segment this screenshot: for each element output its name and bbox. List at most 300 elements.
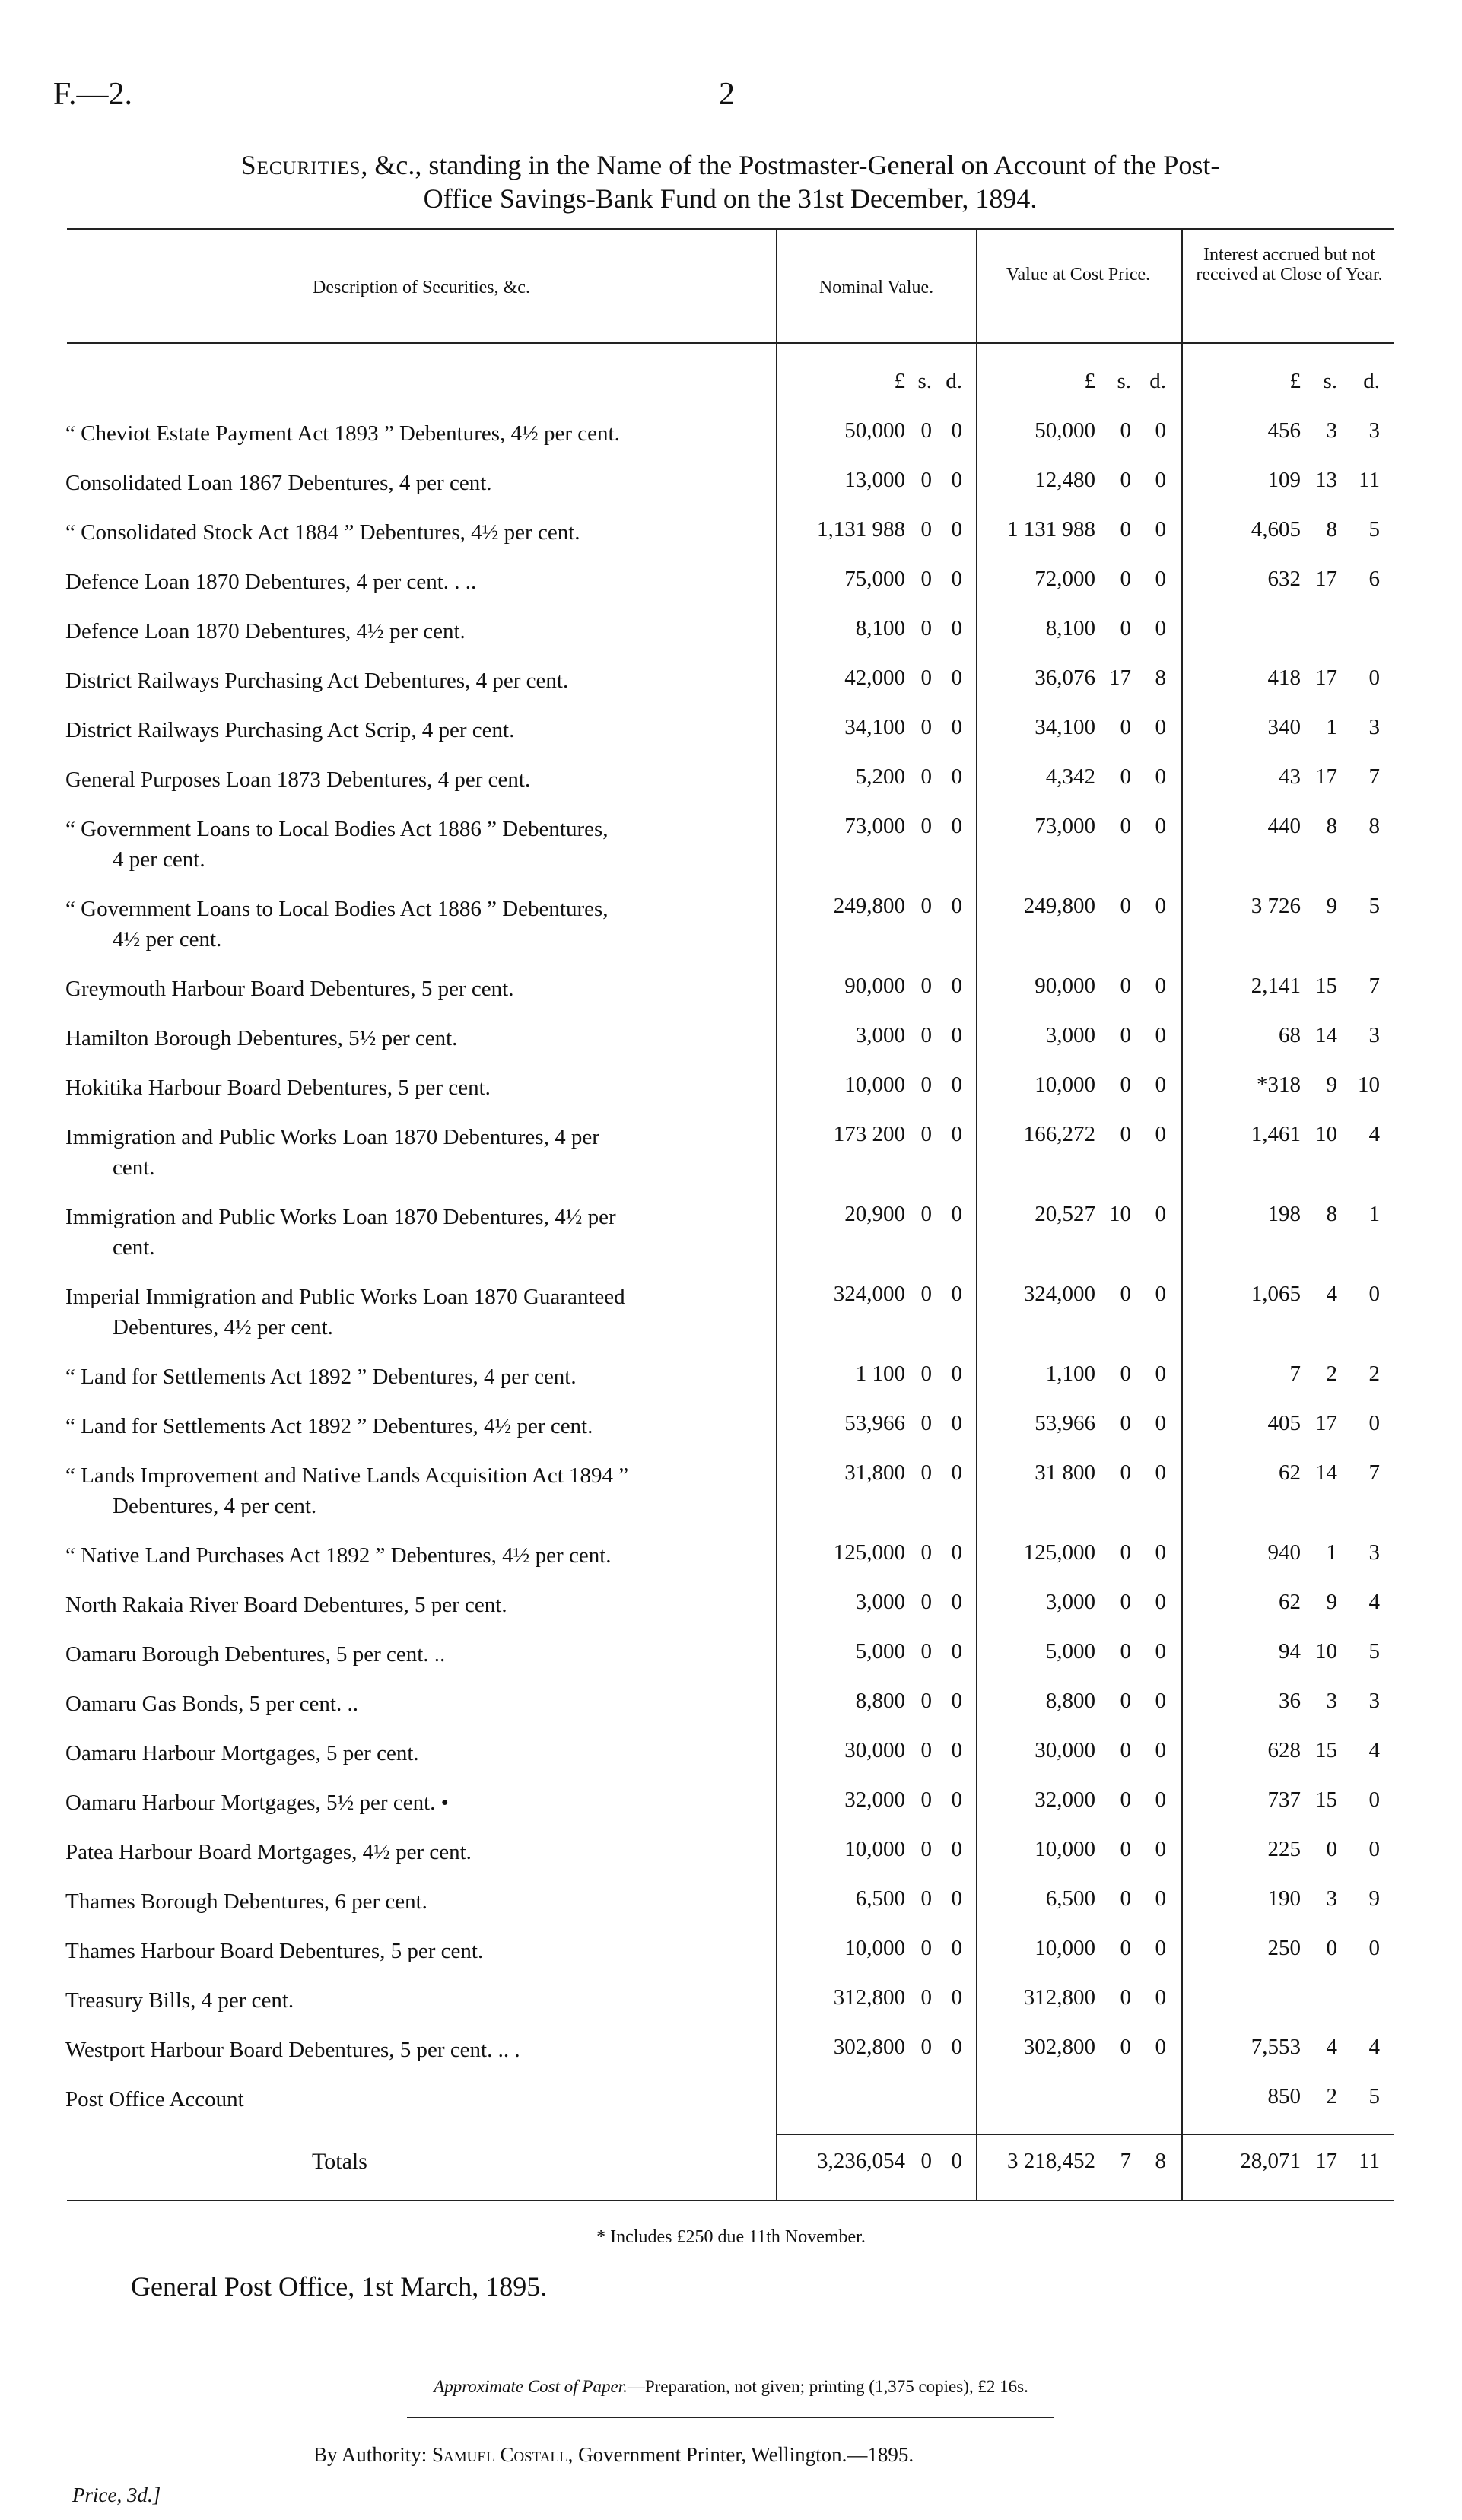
- interest-pounds: 418: [1267, 666, 1301, 690]
- interest-shillings: 14: [1315, 1460, 1337, 1485]
- description-line: “ Native Land Purchases Act 1892 ” Debentures, 4½ per cent.: [65, 1543, 612, 1568]
- nominal-pounds: 1,131 988: [817, 517, 905, 542]
- security-description: [65, 1639, 773, 1670]
- cost-shillings: 0: [1120, 1886, 1131, 1911]
- cost-pence: 0: [1155, 468, 1166, 492]
- cost-pounds: 20,527: [1035, 1202, 1095, 1226]
- interest-pounds: 7,553: [1251, 2035, 1301, 2059]
- nominal-shillings: 0: [920, 764, 932, 789]
- nominal-pence: 0: [951, 1460, 962, 1485]
- table-row: [0, 966, 1462, 1015]
- nominal-shillings: 0: [920, 814, 932, 838]
- description-line: Immigration and Public Works Loan 1870 Debentures, 4½ per: [65, 1205, 616, 1229]
- interest-pence: 4: [1368, 1738, 1380, 1762]
- totals-row: [0, 2141, 1462, 2190]
- table-row: [0, 1114, 1462, 1180]
- interest-pence: 6: [1368, 567, 1380, 591]
- cost-pounds: 36,076: [1035, 666, 1095, 690]
- nominal-pence: 0: [951, 1122, 962, 1146]
- table-row: [0, 658, 1462, 707]
- nominal-pence: 0: [951, 666, 962, 690]
- description-line: District Railways Purchasing Act Scrip, 4 per cent.: [65, 718, 515, 742]
- cost-shillings: 0: [1120, 1639, 1131, 1664]
- unit-shillings: s.: [1323, 369, 1337, 393]
- table-row: [0, 806, 1462, 872]
- nominal-pounds: 312,800: [833, 1985, 905, 2010]
- cost-shillings: 0: [1120, 1837, 1131, 1861]
- totals-label: Totals: [312, 2149, 367, 2174]
- nominal-shillings: 0: [920, 974, 932, 998]
- nominal-pence: 0: [951, 974, 962, 998]
- cost-pence: 0: [1155, 1837, 1166, 1861]
- unit-shillings: s.: [1117, 369, 1131, 393]
- nominal-shillings: 0: [920, 517, 932, 542]
- nominal-pence: 0: [951, 1073, 962, 1097]
- price: Price, 3d.]: [72, 2483, 161, 2506]
- interest-shillings: 15: [1315, 1738, 1337, 1762]
- nominal-pounds: 173 200: [833, 1122, 905, 1146]
- cost-pence: 0: [1155, 1689, 1166, 1713]
- nominal-pounds: 5,200: [855, 764, 905, 789]
- security-description: [65, 616, 773, 647]
- nominal-pence: 0: [951, 2035, 962, 2059]
- interest-shillings: 2: [1326, 1362, 1337, 1386]
- interest-shillings: 17: [1315, 567, 1337, 591]
- totals-rule: [776, 2134, 1394, 2135]
- interest-pounds: 632: [1267, 567, 1301, 591]
- description-line: North Rakaia River Board Debentures, 5 per cent.: [65, 1593, 507, 1617]
- security-description: [65, 1540, 773, 1571]
- interest-pence: 0: [1368, 1837, 1380, 1861]
- cost-pence: 0: [1155, 814, 1166, 838]
- interest-pounds: 405: [1267, 1411, 1301, 1435]
- unit-pence: d.: [1363, 369, 1380, 393]
- cost-pounds: 10,000: [1035, 1837, 1095, 1861]
- nominal-pounds: 20,900: [844, 1202, 905, 1226]
- cost-pence: 0: [1155, 418, 1166, 443]
- nominal-pounds: 8,100: [855, 616, 905, 640]
- interest-pounds: 4,605: [1251, 517, 1301, 542]
- nominal-pence: 0: [951, 616, 962, 640]
- cost-shillings: 0: [1120, 1460, 1131, 1485]
- description-continuation: 4 per cent.: [113, 847, 205, 872]
- interest-pounds: 94: [1279, 1639, 1301, 1664]
- description-line: “ Land for Settlements Act 1892 ” Debentures, 4½ per cent.: [65, 1414, 593, 1438]
- nominal-pounds: 10,000: [844, 1936, 905, 1960]
- nominal-shillings: 0: [920, 666, 932, 690]
- nominal-pence: 0: [951, 1936, 962, 1960]
- cost-shillings: 0: [1120, 1689, 1131, 1713]
- cost-pounds: 3,000: [1045, 1023, 1095, 1047]
- interest-shillings: 3: [1326, 418, 1337, 443]
- interest-shillings: 0: [1326, 1936, 1337, 1960]
- description-line: Consolidated Loan 1867 Debentures, 4 per cent.: [65, 471, 492, 495]
- interest-pence: 3: [1368, 1689, 1380, 1713]
- nominal-shillings: 0: [920, 1023, 932, 1047]
- nominal-pounds: 34,100: [844, 715, 905, 739]
- cost-shillings: 0: [1120, 1073, 1131, 1097]
- nominal-shillings: 0: [920, 1460, 932, 1485]
- interest-shillings: 17: [1315, 666, 1337, 690]
- description-line: Defence Loan 1870 Debentures, 4½ per cent.: [65, 619, 466, 644]
- unit-pounds: £: [894, 369, 905, 393]
- security-description: [65, 974, 773, 1004]
- cost-shillings: 0: [1120, 1590, 1131, 1614]
- interest-pounds: 440: [1267, 814, 1301, 838]
- table-row: [0, 1274, 1462, 1339]
- cost-shillings: 0: [1120, 974, 1131, 998]
- cost-pence: 0: [1155, 1886, 1166, 1911]
- cost-pence: 0: [1155, 764, 1166, 789]
- totals-interest-shillings: 17: [1315, 2149, 1337, 2173]
- description-line: Patea Harbour Board Mortgages, 4½ per cent.: [65, 1840, 472, 1864]
- cost-pounds: 53,966: [1035, 1411, 1095, 1435]
- cost-pounds: 249,800: [1023, 894, 1095, 918]
- security-description: [65, 1202, 773, 1263]
- interest-pence: 0: [1368, 1282, 1380, 1306]
- cost-pounds: 6,500: [1045, 1886, 1095, 1911]
- table-row: [0, 1978, 1462, 2026]
- interest-pence: 7: [1368, 974, 1380, 998]
- cost-pounds: 166,272: [1023, 1122, 1095, 1146]
- description-line: “ Government Loans to Local Bodies Act 1886 ” Debentures,: [65, 897, 609, 921]
- security-description: [65, 1985, 773, 2016]
- table-bottom-rule: [67, 2200, 1394, 2201]
- security-description: [65, 814, 773, 875]
- interest-shillings: 10: [1315, 1639, 1337, 1664]
- description-line: Oamaru Borough Debentures, 5 per cent. ..: [65, 1642, 446, 1667]
- interest-pence: 0: [1368, 666, 1380, 690]
- cost-shillings: 0: [1120, 764, 1131, 789]
- nominal-shillings: 0: [920, 1689, 932, 1713]
- interest-shillings: 17: [1315, 1411, 1337, 1435]
- nominal-pounds: 75,000: [844, 567, 905, 591]
- printer-name: Samuel Costall: [432, 2443, 568, 2466]
- security-description: [65, 567, 773, 597]
- authority-line: [313, 2443, 914, 2467]
- totals-interest-pence: 11: [1359, 2149, 1380, 2173]
- security-description: [65, 1362, 773, 1392]
- cost-shillings: 10: [1109, 1202, 1131, 1226]
- nominal-pounds: 32,000: [844, 1788, 905, 1812]
- nominal-pounds: 6,500: [855, 1886, 905, 1911]
- nominal-pence: 0: [951, 1362, 962, 1386]
- nominal-pounds: 324,000: [833, 1282, 905, 1306]
- nominal-pence: 0: [951, 1202, 962, 1226]
- description-line: “ Cheviot Estate Payment Act 1893 ” Debentures, 4½ per cent.: [65, 421, 620, 446]
- cost-pounds: 73,000: [1035, 814, 1095, 838]
- cost-shillings: 0: [1120, 1936, 1131, 1960]
- security-description: [65, 764, 773, 795]
- interest-pounds: 456: [1267, 418, 1301, 443]
- security-description: [65, 1411, 773, 1441]
- interest-shillings: 1: [1326, 715, 1337, 739]
- place-date: General Post Office, 1st March, 1895.: [131, 2271, 548, 2302]
- nominal-pence: 0: [951, 894, 962, 918]
- table-row: [0, 886, 1462, 952]
- security-description: [65, 666, 773, 696]
- totals-cost-pence: 8: [1155, 2149, 1166, 2173]
- interest-pounds: 62: [1279, 1460, 1301, 1485]
- cost-pence: 0: [1155, 1936, 1166, 1960]
- nominal-pence: 0: [951, 1886, 962, 1911]
- nominal-pence: 0: [951, 1590, 962, 1614]
- interest-pence: 3: [1368, 1023, 1380, 1047]
- cost-pence: 0: [1155, 2035, 1166, 2059]
- nominal-pounds: 10,000: [844, 1837, 905, 1861]
- cost-pounds: 90,000: [1035, 974, 1095, 998]
- totals-cost-pounds: 3 218,452: [1007, 2149, 1095, 2173]
- unit-pounds: £: [1289, 369, 1301, 393]
- interest-pounds: 340: [1267, 715, 1301, 739]
- cost-shillings: 0: [1120, 1788, 1131, 1812]
- table-row: [0, 1403, 1462, 1452]
- cost-pounds: 10,000: [1035, 1073, 1095, 1097]
- interest-shillings: 3: [1326, 1689, 1337, 1713]
- interest-pence: 0: [1368, 1411, 1380, 1435]
- security-description: [65, 2084, 773, 2115]
- table-row: [0, 2027, 1462, 2076]
- unit-pence: d.: [946, 369, 962, 393]
- header-nominal-value: Nominal Value.: [818, 278, 934, 297]
- cost-pounds: 324,000: [1023, 1282, 1095, 1306]
- interest-pence: 7: [1368, 1460, 1380, 1485]
- title-lead: Securities: [240, 150, 361, 180]
- nominal-pounds: 3,000: [855, 1023, 905, 1047]
- interest-pounds: 190: [1267, 1886, 1301, 1911]
- table-row: [0, 1453, 1462, 1518]
- cost-shillings: 0: [1120, 567, 1131, 591]
- description-line: “ Land for Settlements Act 1892 ” Debentures, 4 per cent.: [65, 1365, 577, 1389]
- nominal-shillings: 0: [920, 567, 932, 591]
- table-row: [0, 510, 1462, 558]
- nominal-pence: 0: [951, 1738, 962, 1762]
- cost-shillings: 0: [1120, 814, 1131, 838]
- security-description: [65, 2035, 773, 2065]
- cost-pounds: 8,100: [1045, 616, 1095, 640]
- description-line: “ Consolidated Stock Act 1884 ” Debentures, 4½ per cent.: [65, 520, 580, 545]
- cost-pounds: 31 800: [1035, 1460, 1095, 1485]
- table-row: [0, 559, 1462, 608]
- nominal-pounds: 8,800: [855, 1689, 905, 1713]
- nominal-shillings: 0: [920, 2035, 932, 2059]
- nominal-pounds: 13,000: [844, 468, 905, 492]
- nominal-shillings: 0: [920, 418, 932, 443]
- interest-shillings: 15: [1315, 1788, 1337, 1812]
- cost-shillings: 0: [1120, 1985, 1131, 2010]
- interest-pence: 10: [1358, 1073, 1380, 1097]
- totals-nominal-pounds: 3,236,054: [817, 2149, 905, 2173]
- interest-pounds: 737: [1267, 1788, 1301, 1812]
- description-line: Oamaru Harbour Mortgages, 5½ per cent. •: [65, 1791, 449, 1815]
- description-line: Post Office Account: [65, 2087, 244, 2112]
- nominal-shillings: 0: [920, 1073, 932, 1097]
- cost-shillings: 0: [1120, 517, 1131, 542]
- cost-pounds: 50,000: [1035, 418, 1095, 443]
- nominal-pounds: 50,000: [844, 418, 905, 443]
- cost-pounds: 312,800: [1023, 1985, 1095, 2010]
- interest-shillings: 4: [1326, 1282, 1337, 1306]
- cost-shillings: 0: [1120, 1282, 1131, 1306]
- title-line2: Office Savings-Bank Fund on the 31st December, 1894.: [423, 183, 1038, 214]
- table-row: [0, 1065, 1462, 1114]
- cost-shillings: 0: [1120, 894, 1131, 918]
- description-line: General Purposes Loan 1873 Debentures, 4 per cent.: [65, 767, 531, 792]
- cost-shillings: 0: [1120, 715, 1131, 739]
- title-rest: , &c., standing in the Name of the Postmaster-General on Account of the Post-: [361, 150, 1220, 180]
- nominal-shillings: 0: [920, 468, 932, 492]
- nominal-shillings: 0: [920, 894, 932, 918]
- nominal-shillings: 0: [920, 1639, 932, 1664]
- interest-pence: 2: [1368, 1362, 1380, 1386]
- description-line: Oamaru Harbour Mortgages, 5 per cent.: [65, 1741, 419, 1765]
- table-row: [0, 1582, 1462, 1631]
- interest-shillings: 14: [1315, 1023, 1337, 1047]
- description-line: Immigration and Public Works Loan 1870 Debentures, 4 per: [65, 1125, 599, 1149]
- table-row: [0, 1879, 1462, 1927]
- security-description: [65, 1886, 773, 1917]
- security-description: [65, 1788, 773, 1818]
- interest-shillings: 8: [1326, 814, 1337, 838]
- header-interest: Interest accrued but not received at Close of Year.: [1196, 245, 1383, 284]
- nominal-shillings: 0: [920, 1738, 932, 1762]
- cost-pounds: 10,000: [1035, 1936, 1095, 1960]
- table-row: [0, 1194, 1462, 1260]
- cost-pounds: 1,100: [1045, 1362, 1095, 1386]
- table-row: [0, 1730, 1462, 1779]
- cost-pence: 0: [1155, 715, 1166, 739]
- interest-shillings: 8: [1326, 517, 1337, 542]
- interest-pounds: 250: [1267, 1936, 1301, 1960]
- table-row: [0, 2077, 1462, 2125]
- interest-pounds: *318: [1257, 1073, 1301, 1097]
- nominal-pounds: 42,000: [844, 666, 905, 690]
- unit-shillings: s.: [917, 369, 932, 393]
- interest-pence: 5: [1368, 2084, 1380, 2108]
- cost-pence: 0: [1155, 1122, 1166, 1146]
- description-line: “ Lands Improvement and Native Lands Acquisition Act 1894 ”: [65, 1463, 629, 1488]
- totals-interest-pounds: 28,071: [1240, 2149, 1301, 2173]
- table-row: [0, 1829, 1462, 1878]
- header-description: Description of Securities, &c.: [313, 278, 530, 297]
- security-description: [65, 1738, 773, 1768]
- cost-shillings: 0: [1120, 1738, 1131, 1762]
- footnote: * Includes £250 due 11th November.: [596, 2227, 866, 2247]
- document-title: [53, 148, 1407, 215]
- security-description: [65, 1689, 773, 1719]
- nominal-pence: 0: [951, 468, 962, 492]
- nominal-pence: 0: [951, 1639, 962, 1664]
- nominal-pounds: 10,000: [844, 1073, 905, 1097]
- interest-shillings: 1: [1326, 1540, 1337, 1565]
- interest-pence: 0: [1368, 1936, 1380, 1960]
- description-line: Westport Harbour Board Debentures, 5 per cent. .. .: [65, 2038, 520, 2062]
- interest-shillings: 17: [1315, 764, 1337, 789]
- table-row: [0, 1928, 1462, 1977]
- cost-pence: 0: [1155, 1073, 1166, 1097]
- nominal-shillings: 0: [920, 1362, 932, 1386]
- interest-shillings: 13: [1315, 468, 1337, 492]
- interest-pence: 3: [1368, 715, 1380, 739]
- security-description: [65, 1023, 773, 1053]
- table-row: [0, 411, 1462, 459]
- interest-shillings: 3: [1326, 1886, 1337, 1911]
- description-line: Hokitika Harbour Board Debentures, 5 per cent.: [65, 1076, 491, 1100]
- interest-pounds: 43: [1279, 764, 1301, 789]
- cost-pounds: 1 131 988: [1007, 517, 1095, 542]
- nominal-pounds: 31,800: [844, 1460, 905, 1485]
- security-description: [65, 715, 773, 745]
- cost-pounds: 4,342: [1045, 764, 1095, 789]
- interest-pounds: 109: [1267, 468, 1301, 492]
- cost-shillings: 0: [1120, 1023, 1131, 1047]
- nominal-shillings: 0: [920, 1590, 932, 1614]
- nominal-pence: 0: [951, 567, 962, 591]
- cost-pence: 0: [1155, 567, 1166, 591]
- nominal-shillings: 0: [920, 1788, 932, 1812]
- cost-pounds: 72,000: [1035, 567, 1095, 591]
- description-line: Treasury Bills, 4 per cent.: [65, 1988, 294, 2013]
- security-description: [65, 894, 773, 955]
- description-line: “ Government Loans to Local Bodies Act 1886 ” Debentures,: [65, 817, 609, 841]
- cost-pence: 0: [1155, 1282, 1166, 1306]
- nominal-pence: 0: [951, 1023, 962, 1047]
- cost-pence: 8: [1155, 666, 1166, 690]
- interest-pence: 3: [1368, 418, 1380, 443]
- nominal-shillings: 0: [920, 616, 932, 640]
- interest-pence: 0: [1368, 1788, 1380, 1812]
- cost-pounds: 302,800: [1023, 2035, 1095, 2059]
- security-description: [65, 1590, 773, 1620]
- cost-note: [0, 2377, 1462, 2397]
- interest-pounds: 225: [1267, 1837, 1301, 1861]
- cost-shillings: 0: [1120, 418, 1131, 443]
- nominal-shillings: 0: [920, 1411, 932, 1435]
- description-line: Imperial Immigration and Public Works Loan 1870 Guaranteed: [65, 1285, 625, 1309]
- table-row: [0, 1681, 1462, 1730]
- interest-pence: 3: [1368, 1540, 1380, 1565]
- cost-pounds: 8,800: [1045, 1689, 1095, 1713]
- interest-pounds: 2,141: [1251, 974, 1301, 998]
- interest-pence: 7: [1368, 764, 1380, 789]
- interest-shillings: 15: [1315, 974, 1337, 998]
- description-continuation: Debentures, 4 per cent.: [113, 1494, 317, 1518]
- interest-pence: 9: [1368, 1886, 1380, 1911]
- nominal-shillings: 0: [920, 1202, 932, 1226]
- nominal-pounds: 249,800: [833, 894, 905, 918]
- security-description: [65, 517, 773, 548]
- interest-pence: 5: [1368, 894, 1380, 918]
- table-row: [0, 1780, 1462, 1829]
- nominal-pence: 0: [951, 1689, 962, 1713]
- totals-nominal-pence: 0: [951, 2149, 962, 2173]
- cost-note-label: Approximate Cost of Paper.: [434, 2377, 628, 2396]
- interest-pounds: 850: [1267, 2084, 1301, 2108]
- interest-pounds: 7: [1289, 1362, 1301, 1386]
- nominal-shillings: 0: [920, 1837, 932, 1861]
- authority-prefix: By Authority:: [313, 2443, 433, 2466]
- table-row: [0, 1015, 1462, 1064]
- description-continuation: 4½ per cent.: [113, 927, 222, 952]
- nominal-pence: 0: [951, 1540, 962, 1565]
- nominal-pounds: 73,000: [844, 814, 905, 838]
- table-row: [0, 609, 1462, 657]
- cost-pounds: 34,100: [1035, 715, 1095, 739]
- cost-pence: 0: [1155, 1202, 1166, 1226]
- interest-shillings: 2: [1326, 2084, 1337, 2108]
- cost-pence: 0: [1155, 616, 1166, 640]
- description-continuation: Debentures, 4½ per cent.: [113, 1315, 333, 1339]
